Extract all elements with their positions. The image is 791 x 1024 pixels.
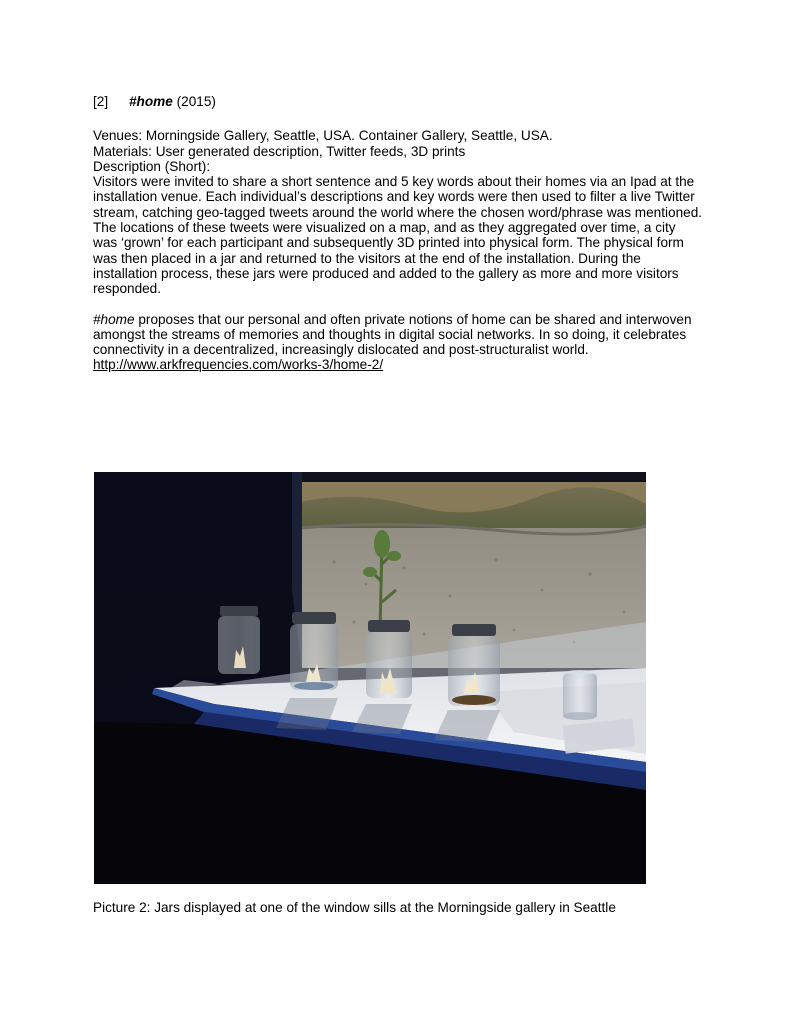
entry-year: (2015)	[176, 94, 216, 109]
paragraph-spacer	[93, 297, 703, 312]
description-label: Description (Short):	[93, 158, 211, 174]
jars-photo-illustration	[94, 472, 646, 884]
venues-line: Venues: Morningside Gallery, Seattle, USA. Container Gallery, Seattle, USA.	[93, 128, 553, 144]
statement-paragraph	[93, 312, 703, 358]
gallery-photo	[94, 472, 646, 884]
project-link[interactable]: http://www.arkfrequencies.com/works-3/home-2/	[93, 357, 384, 373]
entry-heading	[93, 94, 703, 109]
jar-3	[366, 620, 412, 698]
statement-text: proposes that our personal and often private notions of home can be shared and interwoven amongst the streams of memories and thoughts in digital social networks. In so doing, it celebrates connectivity in a decentralized, increasingly dislocated and post-structuralist world.	[93, 311, 692, 358]
entry-title: #home	[129, 94, 173, 109]
description-paragraph: Visitors were invited to share a short sentence and 5 key words about their homes via an Ipad at the installation venue. Each individual’s descriptions and key words were then used to filter a live Twitter stream, catching geo-tagged tweets around the world where the chosen word/phrase was mentioned. The locations of these tweets were visualized on a map, and as they aggregated over time, a city was ‘grown’ for each participant and subsequently 3D printed into physical form. The physical form was then placed in a jar and returned to the visitors at the end of the installation. During the installation process, these jars were produced and added to the gallery as more and more visitors responded.	[93, 174, 703, 297]
statement-title: #home	[93, 311, 135, 327]
water-glass	[563, 670, 597, 720]
materials-line: Materials: User generated description, Twitter feeds, 3D prints	[93, 143, 466, 159]
entry-number: [2]	[93, 94, 109, 109]
jar-1	[218, 606, 260, 674]
jar-2	[290, 612, 338, 690]
figure-caption: Picture 2: Jars displayed at one of the window sills at the Morningside gallery in Seattle	[93, 899, 616, 915]
document-body	[93, 94, 703, 373]
jar-4	[448, 624, 500, 706]
